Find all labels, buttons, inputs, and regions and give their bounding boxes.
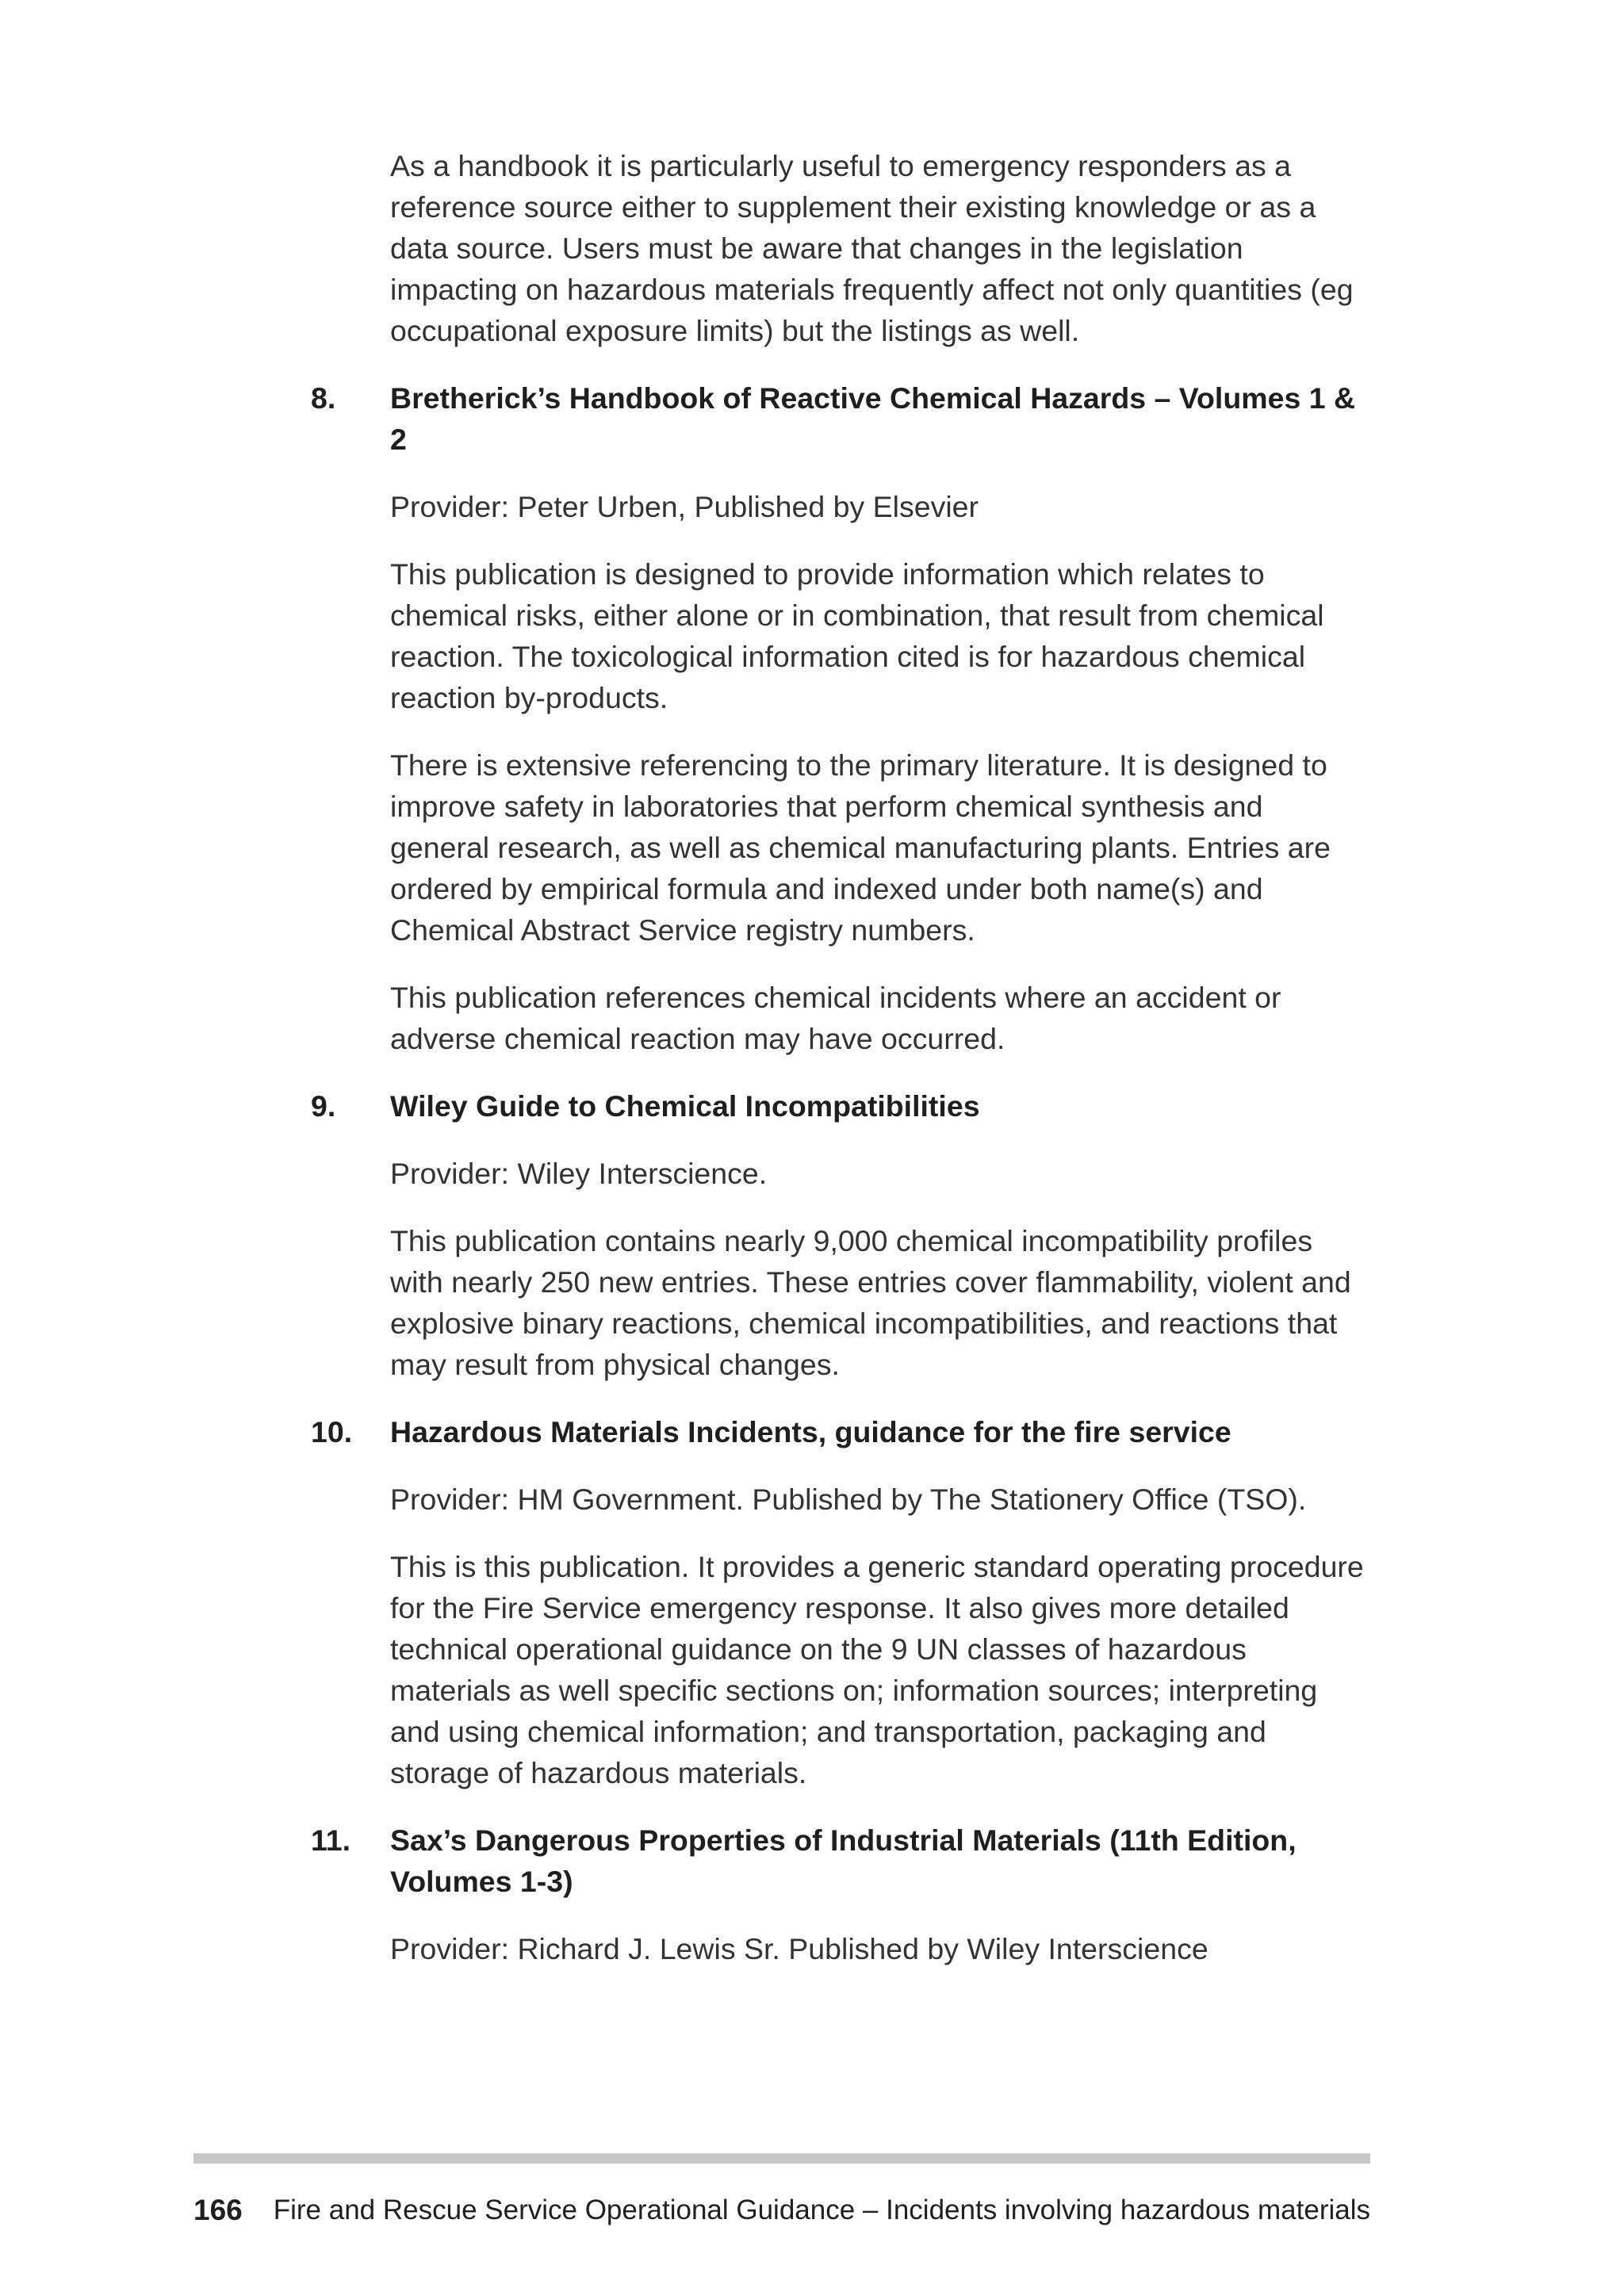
footer-divider bbox=[193, 2153, 1370, 2164]
item-number: 10. bbox=[311, 1415, 353, 1448]
provider-line: Provider: Wiley Interscience. bbox=[390, 1157, 768, 1190]
item-number: 8. bbox=[311, 381, 336, 415]
item-title: Sax’s Dangerous Properties of Industrial Materials (11th Edition, Volumes 1-3) bbox=[390, 1823, 1297, 1898]
page-number: 166 bbox=[193, 2194, 243, 2226]
reference-item-10 bbox=[311, 1411, 1370, 1793]
item-heading bbox=[311, 1820, 1370, 1902]
description-paragraph: This publication contains nearly 9,000 chemical incompatibility profiles with nearly 250 new entries. These entries cover flammability, violent and explosive binary reactions, chemical incompatibilities, and reactions that may result from physical changes. bbox=[390, 1224, 1351, 1381]
description-paragraph: There is extensive referencing to the primary literature. It is designed to improve safety in laboratories that perform chemical synthesis and general research, as well as chemical manufacturing plants. Entries are ordered by empirical formula and indexed under both name(s) and Chemical Abstract Service registry numbers. bbox=[390, 748, 1331, 947]
item-title: Hazardous Materials Incidents, guidance for the fire service bbox=[390, 1415, 1231, 1448]
description-paragraph: This publication references chemical incidents where an accident or adverse chemical reaction may have occurred. bbox=[390, 981, 1281, 1055]
item-heading bbox=[311, 1085, 1370, 1127]
reference-item-11 bbox=[311, 1820, 1370, 1969]
item-heading bbox=[311, 377, 1370, 460]
item-title: Wiley Guide to Chemical Incompatibilities bbox=[390, 1089, 980, 1123]
reference-item-9 bbox=[311, 1085, 1370, 1385]
description-paragraph: This is this publication. It provides a generic standard operating procedure for the Fire Service emergency response. It also gives more detailed technical operational guidance on the 9 UN classes of hazardous materials as well specific sections on; information sources; interpreting and using chemical information; and transportation, packaging and storage of hazardous materials. bbox=[390, 1550, 1364, 1789]
item-number: 11. bbox=[311, 1823, 351, 1857]
page-content bbox=[311, 145, 1370, 1996]
item-title: Bretherick’s Handbook of Reactive Chemical Hazards – Volumes 1 & 2 bbox=[390, 381, 1356, 456]
reference-item-8 bbox=[311, 377, 1370, 1059]
provider-line: Provider: Peter Urben, Published by Elsevier bbox=[390, 490, 979, 523]
intro-paragraph: As a handbook it is particularly useful to emergency responders as a reference source either to supplement their existing knowledge or as a data source. Users must be aware that changes in the legislation impacting on hazardous materials frequently affect not only quantities (eg occupational exposure limits) but the listings as well. bbox=[390, 149, 1354, 347]
item-number: 9. bbox=[311, 1089, 336, 1123]
description-paragraph: This publication is designed to provide information which relates to chemical risks, either alone or in combination, that result from chemical reaction. The toxicological information cited is for hazardous chemical reaction by-products. bbox=[390, 557, 1324, 714]
provider-line: Provider: Richard J. Lewis Sr. Published by Wiley Interscience bbox=[390, 1932, 1208, 1965]
item-heading bbox=[311, 1411, 1370, 1452]
provider-line: Provider: HM Government. Published by The Stationery Office (TSO). bbox=[390, 1483, 1307, 1516]
footer-title: Fire and Rescue Service Operational Guidance – Incidents involving hazardous materials bbox=[273, 2195, 1370, 2225]
